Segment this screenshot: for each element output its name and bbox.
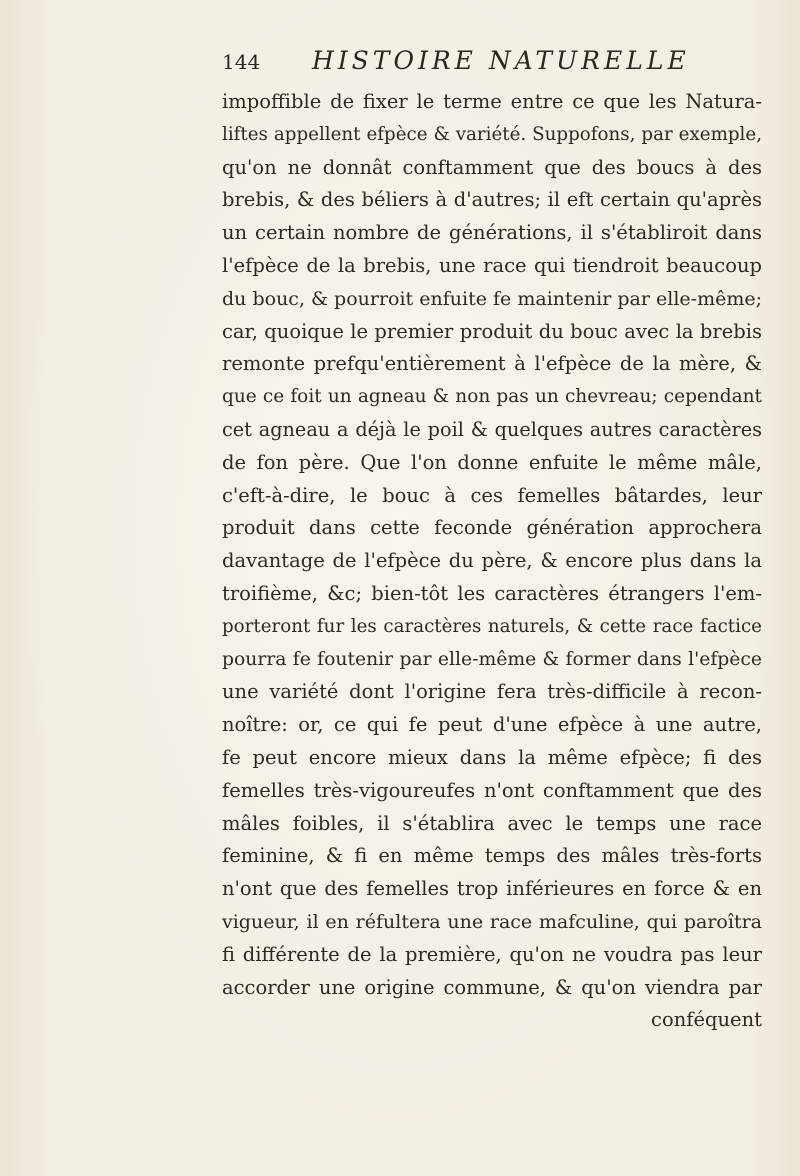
text-line: femelles très-vigoureufes n'ont conftamment que des [222, 778, 762, 802]
text-line: une variété dont l'origine fera très-difficile à recon- [222, 680, 762, 704]
text-line: mâles foibles, il s'établira avec le temps une race [222, 811, 762, 835]
text-line: qu'on ne donnât conftamment que des boucs à des [222, 155, 762, 179]
catchword: conféquent [651, 1008, 762, 1032]
page-header [222, 46, 762, 86]
text-line: noître: or, ce qui fe peut d'une efpèce à une autre, [222, 713, 762, 737]
text-line: accorder une origine commune, & qu'on viendra par [222, 975, 762, 999]
text-line: liftes appellent efpèce & variété. Suppofons, par exemple, [222, 123, 762, 145]
text-line: c'eft-à-dire, le bouc à ces femelles bâtardes, leur [222, 483, 762, 507]
text-line: davantage de l'efpèce du père, & encore plus dans la [222, 549, 762, 573]
text-line: que ce foit un agneau & non pas un chevreau; cependant [222, 386, 762, 408]
text-line: troifième, &c; bien-tôt les caractères étrangers l'em- [222, 581, 762, 605]
text-line: n'ont que des femelles trop inférieures en force & en [222, 877, 762, 901]
text-line: fe peut encore mieux dans la même efpèce; fi des [222, 745, 762, 769]
text-line: pourra fe foutenir par elle-même & former dans l'efpèce [222, 648, 762, 670]
text-line: vigueur, il en réfultera une race mafculine, qui paroîtra [222, 910, 762, 933]
text-line: cet agneau a déjà le poil & quelques autres caractères [222, 417, 762, 441]
text-line: de fon père. Que l'on donne enfuite le même mâle, [222, 450, 762, 474]
running-title: HISTOIRE NATURELLE [312, 46, 690, 75]
text-line: car, quoique le premier produit du bouc avec la brebis [222, 319, 762, 343]
text-line: porteront fur les caractères naturels, & cette race factice [222, 615, 762, 637]
text-line: fi différente de la première, qu'on ne voudra pas leur [222, 942, 762, 966]
text-line: feminine, & fi en même temps des mâles très-forts [222, 844, 762, 868]
body-text [222, 86, 762, 1037]
text-line: remonte prefqu'entièrement à l'efpèce de la mère, & [222, 352, 762, 376]
text-line: un certain nombre de générations, il s'établiroit dans [222, 221, 762, 245]
text-line: du bouc, & pourroit enfuite fe maintenir par elle-même; [222, 287, 762, 310]
text-line: brebis, & des béliers à d'autres; il eft certain qu'après [222, 188, 762, 212]
text-line: impoffible de fixer le terme entre ce que les Natura- [222, 90, 762, 113]
text-line: produit dans cette feconde génération approchera [222, 516, 762, 540]
text-line: l'efpèce de la brebis, une race qui tiendroit beaucoup [222, 253, 762, 277]
page-number: 144 [222, 50, 261, 74]
